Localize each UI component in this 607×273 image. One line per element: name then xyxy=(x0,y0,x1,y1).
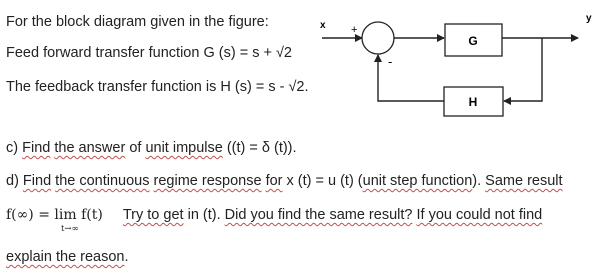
q-d-text-7: in (t). xyxy=(183,207,225,223)
output-label: y xyxy=(586,13,592,24)
q-c-word-2: the answer xyxy=(54,140,126,156)
summing-junction xyxy=(362,22,394,54)
q-d-prefix: d) xyxy=(6,173,23,189)
feedback-path-to-h xyxy=(504,38,542,101)
q-d-word-6: Same result xyxy=(485,173,563,189)
q-d-word-7: Try to get xyxy=(122,207,184,223)
limit-subscript: t→∞ xyxy=(61,224,79,234)
minus-sign: - xyxy=(388,54,393,69)
q-d-word-2: the continuous xyxy=(55,173,150,189)
q-d-text-5: ). xyxy=(472,173,486,189)
q-c-word-1: Find xyxy=(22,140,51,156)
q-c-text-2: of xyxy=(125,140,146,156)
block-g-label: G xyxy=(468,34,478,48)
q-d-word-4: for xyxy=(265,173,283,189)
q-c-prefix: c) xyxy=(6,140,23,156)
q-c-text-3: ((t) = δ (t)). xyxy=(222,140,297,156)
block-h-label: H xyxy=(468,95,478,109)
q-d-word-9: If you could not find xyxy=(416,207,543,223)
limit-expression xyxy=(6,207,103,234)
q-d-text-10: . xyxy=(124,249,129,265)
q-d-word-10: explain the reason xyxy=(6,249,125,265)
intro-line-1: For the block diagram given in the figure: xyxy=(6,14,269,30)
q-d-word-5: unit step function xyxy=(362,173,473,189)
question-c xyxy=(6,140,297,156)
q-c-word-3: unit impulse xyxy=(145,140,223,156)
question-d-line-2 xyxy=(6,207,543,234)
limit-formula: f(∞) = lim f(t) xyxy=(6,207,103,223)
q-d-word-8: Did you find the same result? xyxy=(224,207,413,223)
q-d-text-4: x (t) = u (t) ( xyxy=(282,173,363,189)
question-d-line-3 xyxy=(6,249,129,265)
question-d-line-1 xyxy=(6,173,563,189)
intro-line-2: Feed forward transfer function G (s) = s + √2 xyxy=(6,45,292,61)
q-d-word-1: Find xyxy=(22,173,52,189)
intro-line-3: The feedback transfer function is H (s) = s - √2. xyxy=(6,79,309,95)
plus-sign: + xyxy=(351,24,358,36)
input-label: x xyxy=(320,20,326,31)
q-d-word-3: regime response xyxy=(153,173,262,189)
